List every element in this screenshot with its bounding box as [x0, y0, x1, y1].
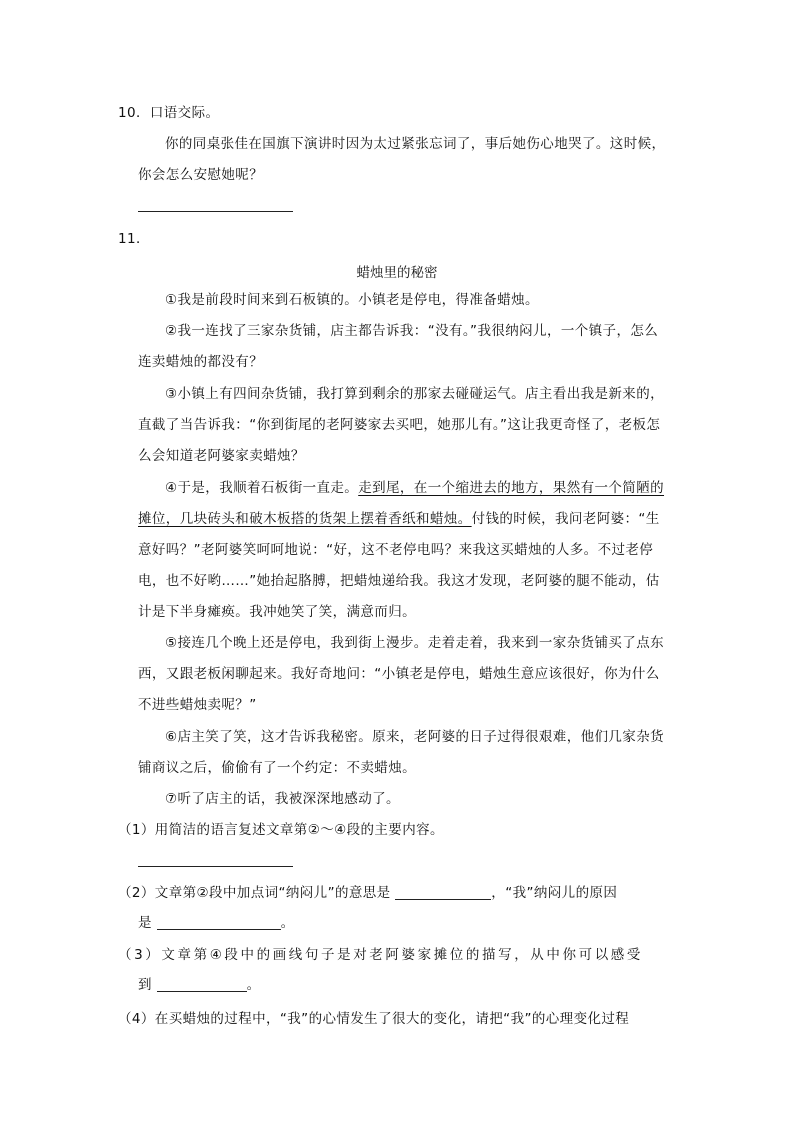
paragraph-1: ①我是前段时间来到石板镇的。小镇老是停电，得准备蜡烛。 — [165, 292, 539, 308]
sub-question-3-text: 到 — [138, 977, 152, 993]
paragraph-5-line1: ⑤接连几个晚上还是停电，我到街上漫步。走着走着，我来到一家杂货铺买了点东 — [165, 635, 665, 651]
paragraph-4-text: ④于是，我顺着石板街一直走。 — [165, 480, 359, 496]
answer-blank-sub2-meaning[interactable] — [395, 885, 491, 900]
paragraph-3-line3: 么会知道老阿婆家卖蜡烛？ — [138, 448, 305, 464]
paragraph-2-line2: 连卖蜡烛的都没有？ — [138, 354, 264, 370]
sub-question-4-line1: （4）在买蜡烛的过程中，“我”的心情发生了很大的变化，请把“我”的心理变化过程 — [118, 1011, 630, 1027]
underlined-sentence-part2: 摊位，几块砖头和破木板搭的货架上摆着香纸和蜡烛。 — [138, 511, 472, 527]
answer-blank-sub2-reason[interactable] — [157, 915, 281, 930]
sub-question-2-text: 是 — [138, 915, 152, 931]
paragraph-4-text: 付钱的时候，我问老阿婆：“生 — [471, 511, 660, 527]
answer-blank-sub3[interactable] — [157, 977, 247, 992]
sub-question-2-line1 — [118, 884, 617, 902]
underlined-sentence-part1: 走到尾，在一个缩进去的地方，果然有一个简陋的 — [358, 480, 665, 496]
paragraph-4-line1 — [165, 479, 664, 497]
question-11-number: 11． — [118, 231, 150, 247]
answer-blank-sub1[interactable] — [138, 865, 293, 867]
paragraph-7: ⑦听了店主的话，我被深深地感动了。 — [165, 791, 400, 807]
paragraph-3-line2: 直截了当告诉我：“你到街尾的老阿婆家去买吧，她那儿有。”这让我更奇怪了，老板怎 — [138, 417, 661, 433]
paragraph-4-line3: 意好吗？”老阿婆笑呵呵地说：“好，这不老停电吗？来我这买蜡烛的人多。不过老停 — [138, 542, 654, 558]
paragraph-2-line1: ②我一连找了三家杂货铺，店主都告诉我：“没有。”我很纳闷儿，一个镇子，怎么 — [165, 323, 659, 339]
sub-question-2-line2 — [138, 914, 295, 932]
sub-question-1: （1）用简洁的语言复述文章第②～④段的主要内容。 — [118, 822, 444, 838]
sub-question-3-line2 — [138, 976, 261, 994]
paragraph-6-line2: 铺商议之后，偷偷有了一个约定：不卖蜡烛。 — [138, 760, 416, 776]
question-10-text-line2: 你会怎么安慰她呢？ — [138, 167, 264, 183]
paragraph-4-line4: 电，也不好哟……”她抬起胳膊，把蜡烛递给我。我这才发现，老阿婆的腿不能动，估 — [138, 573, 660, 589]
paragraph-4-line2 — [138, 510, 660, 528]
paragraph-6-line1: ⑥店主笑了笑，这才告诉我秘密。原来，老阿婆的日子过得很艰难，他们几家杂货 — [165, 729, 665, 745]
sub-question-2-text: ，“我”纳闷儿的原因 — [491, 885, 618, 901]
article-title: 蜡烛里的秘密 — [356, 265, 438, 281]
paragraph-5-line3: 不进些蜡烛卖呢？” — [138, 697, 257, 713]
paragraph-3-line1: ③小镇上有四间杂货铺，我打算到剩余的那家去碰碰运气。店主看出我是新来的， — [165, 386, 665, 402]
paragraph-4-line5: 计是下半身瘫痪。我冲她笑了笑，满意而归。 — [138, 604, 416, 620]
sub-question-3-line1: （3）文章第④段中的画线句子是对老阿婆家摊位的描写，从中你可以感受 — [118, 947, 643, 963]
answer-blank-q10[interactable] — [138, 210, 293, 212]
sub-question-3-text: 。 — [246, 977, 261, 993]
paragraph-5-line2: 西，又跟老板闲聊起来。我好奇地问：“小镇老是停电，蜡烛生意应该很好，你为什么 — [138, 666, 660, 682]
question-10-title: 10．口语交际。 — [118, 105, 220, 121]
question-10-text-line1: 你的同桌张佳在国旗下演讲时因为太过紧张忘词了，事后她伤心地哭了。这时候， — [165, 136, 666, 152]
sub-question-2-text: （2）文章第②段中加点词“纳闷儿”的意思是 — [118, 885, 391, 901]
sub-question-2-text: 。 — [280, 915, 295, 931]
